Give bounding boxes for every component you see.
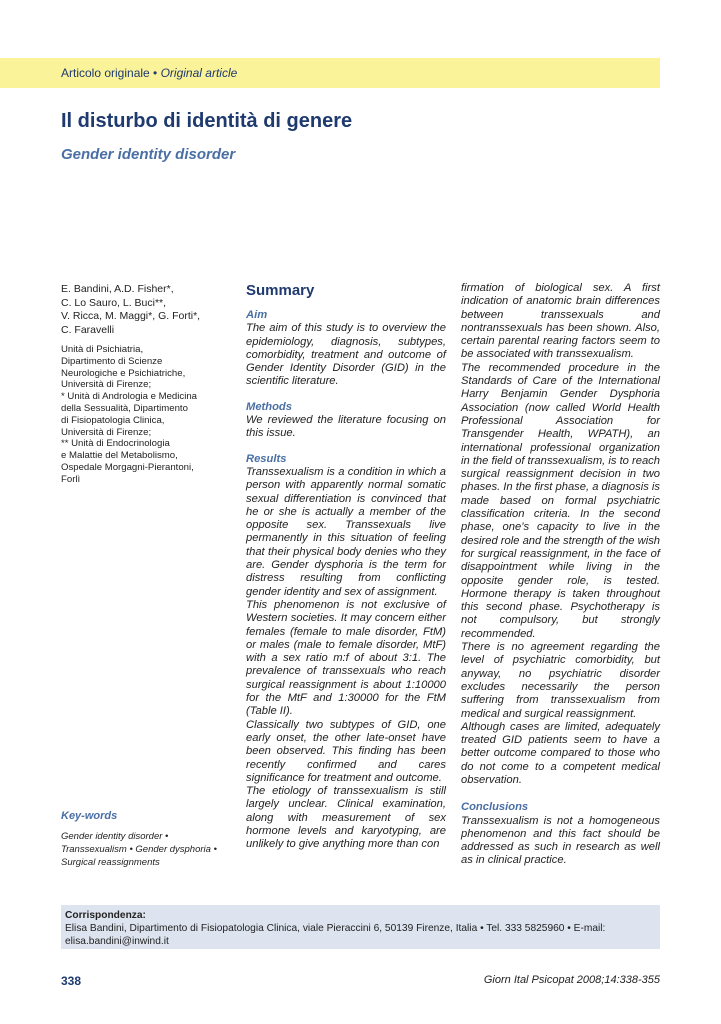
conclusions-text: Transsexualism is not a homogeneous phenomenon and this fact should be addressed as such in research as well as in clinical practice. [461,814,660,867]
correspondence-text: Elisa Bandini, Dipartimento di Fisiopatologia Clinica, viale Pieraccini 6, 50139 Firenze, Italia • Tel. 333 5825960 • E-mail: elisa.bandini@inwind.it [65,923,606,947]
article-title: Il disturbo di identità di genere [61,110,353,132]
correspondence-label: Corrispondenza: [65,910,146,921]
affiliation-line: della Sessualità, Dipartimento [61,402,188,414]
author-line: E. Bandini, A.D. Fisher*, [61,283,174,295]
affiliation-line: * Unità di Andrologia e Medicina [61,391,197,403]
methods-heading: Methods [246,400,292,413]
results-paragraph: Although cases are limited, adequately treated GID patients seem to have a better outcome compared to those who do not come to a competent medical observation. [461,720,660,786]
results-paragraph: Transsexualism is a condition in which a person with apparently normal somatic sexual differentiation is convinced that he or she is actually a member of the opposite sex. Transsexuals live permanently in this situation of feeling that their physical body denies who they are. Gender dysphoria is the term for distress resulting from conflicting gender identity and sex of assignment. [246,465,446,598]
affiliation-line: Università di Firenze; [61,379,152,391]
keywords-heading: Key-words [61,810,118,822]
summary-column-middle [246,282,446,852]
results-paragraph: The recommended procedure in the Standards of Care of the International Harry Benjamin Gender Dysphoria Association (now called World Health Professional Association for Transgender Health, WPATH), an international professional organization in the field of transsexualism, is to reach surgical reassignment decision in two phases. In the first phase, a diagnosis is made based on formal psychiatric classification criteria. In the second phase, one’s capacity to live in the desired role and the strength of the wish for surgical reassignment, in the face of disappointment while living in the opposite gender role, is tested. Hormone therapy is taken throughout this second phase. Psychotherapy is not compulsory, but strongly recommended. [461,361,661,640]
article-type-banner [0,58,660,88]
author-list [61,283,241,337]
results-paragraph: The etiology of transsexualism is still largely unclear. Clinical examination, along with measurement of sex hormone levels and karyotyping, are unlikely to give anything more than con [246,785,446,851]
journal-citation: Giorn Ital Psicopat 2008;14:338-355 [483,974,660,986]
affiliation-line: Dipartimento di Scienze [61,355,163,367]
affiliation-line: Neurologiche e Psichiatriche, [61,367,186,379]
conclusions-heading: Conclusions [461,801,529,814]
affiliation-line: Ospedale Morgagni-Pierantoni, [61,461,194,473]
results-paragraph: This phenomenon is not exclusive of Western societies. It may concern either females (female to male disorder, FtM) or males (male to female disorder, MtF) with a sex ratio m:f of about 3:1. The prevalence of transsexuals who reach surgical reassignment is about 1:10000 for the MtF and 1:30000 for the FtM (Table II). [246,598,446,718]
affiliation-line: ** Unità di Endocrinologia [61,438,170,450]
page-number: 338 [61,974,82,988]
affiliation-line: e Malattie del Metabolismo, [61,450,178,462]
category-separator: • [149,66,161,80]
category-italian: Articolo originale [61,66,150,80]
author-line: V. Ricca, M. Maggi*, G. Forti*, [61,310,201,322]
category-english: Original article [160,66,238,80]
affiliation-line: di Fisiopatologia Clinica, [61,414,165,426]
results-paragraph: firmation of biological sex. A first indication of anatomic brain differences between transsexuals and nontranssexuals has been shown. Also, certain parental rearing factors seem to be associated with transsexualism. [461,282,660,361]
summary-column-right [461,282,660,868]
affiliation-line: Forlì [61,473,81,485]
results-paragraph: There is no agreement regarding the level of psychiatric comorbidity, but anyway, no psychiatric disorder excludes necessarily the person suffering from transsexualism from medical and surgical reassignment. [461,641,660,720]
author-line: C. Lo Sauro, L. Buci**, [61,296,167,309]
author-line: C. Faravelli [61,323,115,336]
aim-heading: Aim [246,309,268,321]
article-subtitle: Gender identity disorder [61,146,236,163]
correspondence-box [61,905,660,949]
aim-text: The aim of this study is to overview the epidemiology, diagnosis, subtypes, comorbidity, treatment and outcome of Gender Identity Disorder (GID) in the scientific literature. [246,322,446,388]
affiliation-line: Università di Firenze; [61,426,152,438]
affiliations [61,344,241,486]
results-paragraph: Classically two subtypes of GID, one early onset, the other late-onset have been observed. This finding has been recently confirmed and cares significance for treatment and outcome. [246,718,446,784]
summary-heading: Summary [246,282,315,299]
affiliation-line: Unità di Psichiatria, [61,344,144,355]
results-heading: Results [246,452,287,465]
article-type-label [61,66,237,80]
methods-text: We reviewed the literature focusing on this issue. [246,414,446,440]
keywords-text: Gender identity disorder • Transsexualism • Gender dysphoria • Surgical reassignments [61,831,217,868]
